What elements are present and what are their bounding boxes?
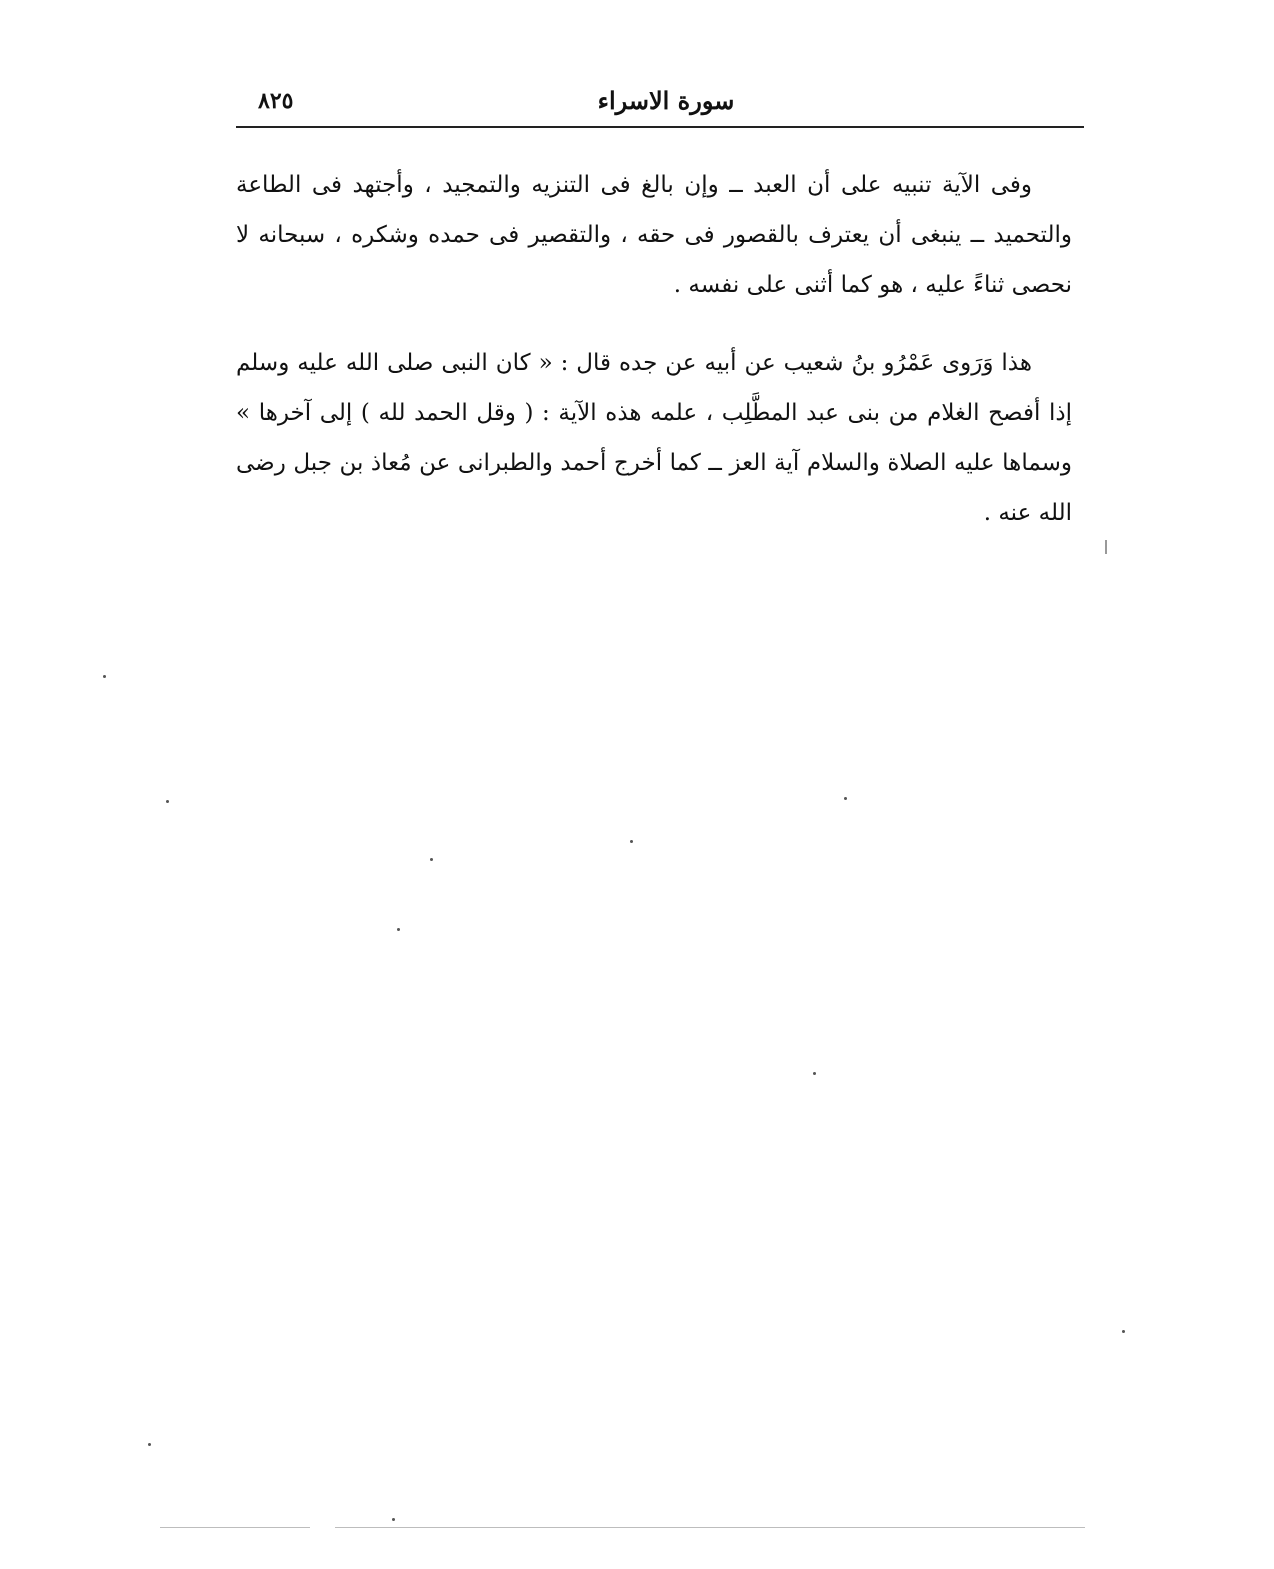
header-rule: [236, 126, 1084, 128]
scan-speck: [103, 675, 106, 678]
scan-speck: [813, 1072, 816, 1075]
scan-speck: [630, 840, 633, 843]
paragraph: وفى الآية تنبيه على أن العبد ــ وإن بالغ فى التنزيه والتمجيد ، وأجتهد فى الطاعة والتحميد ــ ينبغى أن يعترف بالقصور فى حقه ، والتقصير فى حمده وشكره ، سبحانه لا نحصى ثناءً عليه ، هو كما أثنى على نفسه .: [236, 172, 1072, 298]
footer-rule: [160, 1527, 310, 1528]
scan-speck: [166, 800, 169, 803]
scan-speck: [430, 858, 433, 861]
scan-speck: [148, 1443, 151, 1446]
scan-speck: [392, 1518, 395, 1521]
body-text: [236, 160, 1072, 566]
page-number: ٨٢٥: [258, 88, 294, 114]
footer-rule: [335, 1527, 1085, 1528]
scan-speck: [1105, 540, 1107, 554]
scan-speck: [397, 928, 400, 931]
paragraph: هذا وَرَوى عَمْرُو بنُ شعيب عن أبيه عن جده قال : « كان النبى صلى الله عليه وسلم إذا أفصح الغلام من بنى عبد المطَّلِب ، علمه هذه الآية : ( وقل الحمد لله ) إلى آخرها » وسماها عليه الصلاة والسلام آية العز ــ كما أخرج أحمد والطبرانى عن مُعاذ بن جبل رضى الله عنه .: [236, 350, 1072, 526]
running-title: سورة الاسراء: [597, 86, 735, 115]
page-header: [236, 78, 1084, 128]
scan-speck: [844, 797, 847, 800]
scan-speck: [1122, 1330, 1125, 1333]
